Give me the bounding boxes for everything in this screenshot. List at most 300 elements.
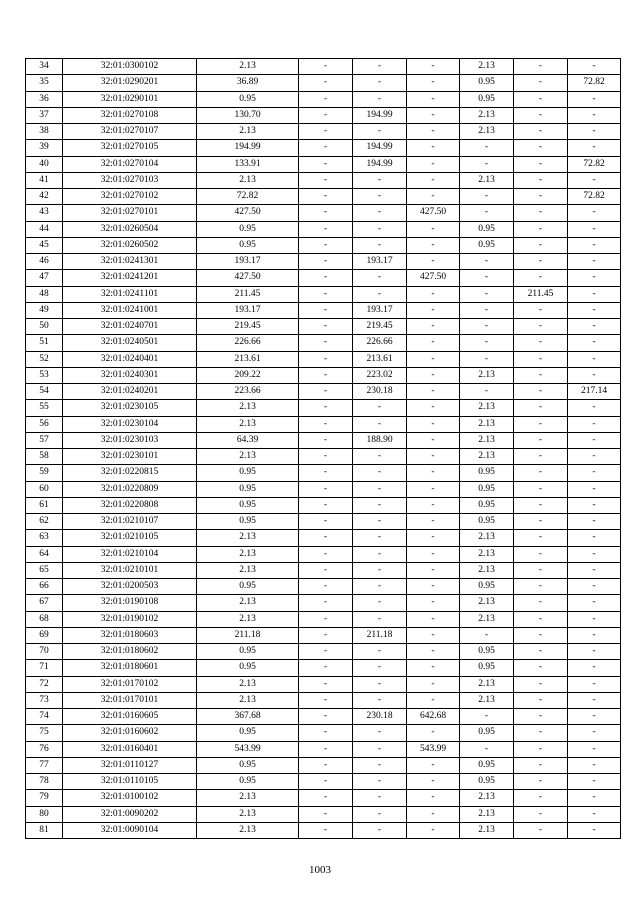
col9-cell: - (568, 319, 621, 335)
cadastral-number-cell: 32:01:0241001 (63, 302, 197, 318)
value-cell: 2.13 (197, 59, 299, 75)
col4-cell: - (299, 367, 353, 383)
col9-cell: - (568, 579, 621, 595)
page-number: 1003 (309, 864, 331, 876)
row-number-cell: 56 (26, 416, 63, 432)
col9-cell: 217.14 (568, 384, 621, 400)
col4-cell: - (299, 319, 353, 335)
col7-cell: - (460, 302, 514, 318)
value-cell: 0.95 (197, 481, 299, 497)
col5-cell: - (353, 465, 407, 481)
col4-cell: - (299, 384, 353, 400)
table-row (26, 140, 621, 156)
cadastral-number-cell: 32:01:0270107 (63, 124, 197, 140)
row-number-cell: 48 (26, 286, 63, 302)
row-number-cell: 55 (26, 400, 63, 416)
row-number-cell: 52 (26, 351, 63, 367)
value-cell: 0.95 (197, 514, 299, 530)
table-row (26, 611, 621, 627)
col8-cell: - (514, 741, 568, 757)
col9-cell: - (568, 237, 621, 253)
table-row (26, 221, 621, 237)
table-row (26, 822, 621, 838)
row-number-cell: 42 (26, 189, 63, 205)
row-number-cell: 58 (26, 449, 63, 465)
col5-cell: - (353, 205, 407, 221)
value-cell: 130.70 (197, 107, 299, 123)
value-cell: 2.13 (197, 172, 299, 188)
col8-cell: - (514, 514, 568, 530)
col7-cell: 0.95 (460, 221, 514, 237)
col6-cell: - (407, 449, 460, 465)
col9-cell: - (568, 627, 621, 643)
col6-cell: - (407, 497, 460, 513)
col7-cell: 2.13 (460, 546, 514, 562)
col7-cell: 2.13 (460, 822, 514, 838)
col7-cell: 2.13 (460, 692, 514, 708)
col4-cell: - (299, 627, 353, 643)
col5-cell: 219.45 (353, 319, 407, 335)
table-row (26, 530, 621, 546)
value-cell: 209.22 (197, 367, 299, 383)
cadastral-number-cell: 32:01:0240701 (63, 319, 197, 335)
value-cell: 0.95 (197, 91, 299, 107)
row-number-cell: 46 (26, 254, 63, 270)
row-number-cell: 72 (26, 676, 63, 692)
col6-cell: - (407, 286, 460, 302)
table-row (26, 757, 621, 773)
col5-cell: - (353, 237, 407, 253)
value-cell: 0.95 (197, 497, 299, 513)
col9-cell: - (568, 205, 621, 221)
col4-cell: - (299, 400, 353, 416)
row-number-cell: 66 (26, 579, 63, 595)
col9-cell: - (568, 286, 621, 302)
table-row (26, 432, 621, 448)
col8-cell: - (514, 156, 568, 172)
table-row (26, 774, 621, 790)
cadastral-number-cell: 32:01:0241301 (63, 254, 197, 270)
col8-cell: - (514, 367, 568, 383)
table-row (26, 189, 621, 205)
table-row (26, 254, 621, 270)
col8-cell: - (514, 270, 568, 286)
col4-cell: - (299, 465, 353, 481)
col4-cell: - (299, 416, 353, 432)
col6-cell: - (407, 319, 460, 335)
col6-cell: - (407, 172, 460, 188)
value-cell: 36.89 (197, 75, 299, 91)
col5-cell: 230.18 (353, 709, 407, 725)
col7-cell: - (460, 140, 514, 156)
col5-cell: - (353, 416, 407, 432)
value-cell: 2.13 (197, 790, 299, 806)
table-row (26, 286, 621, 302)
col4-cell: - (299, 822, 353, 838)
col6-cell: - (407, 481, 460, 497)
col5-cell: - (353, 497, 407, 513)
value-cell: 226.66 (197, 335, 299, 351)
cadastral-number-cell: 32:01:0170102 (63, 676, 197, 692)
col6-cell: - (407, 59, 460, 75)
col5-cell: - (353, 806, 407, 822)
table-row (26, 627, 621, 643)
col4-cell: - (299, 107, 353, 123)
cadastral-number-cell: 32:01:0160605 (63, 709, 197, 725)
col5-cell: - (353, 725, 407, 741)
col4-cell: - (299, 59, 353, 75)
table-row (26, 741, 621, 757)
col8-cell: - (514, 579, 568, 595)
value-cell: 2.13 (197, 676, 299, 692)
col6-cell: - (407, 725, 460, 741)
col5-cell: - (353, 221, 407, 237)
row-number-cell: 41 (26, 172, 63, 188)
value-cell: 193.17 (197, 254, 299, 270)
col7-cell: - (460, 319, 514, 335)
value-cell: 0.95 (197, 757, 299, 773)
data-table (25, 58, 621, 839)
col7-cell: 0.95 (460, 514, 514, 530)
col5-cell: - (353, 562, 407, 578)
row-number-cell: 57 (26, 432, 63, 448)
row-number-cell: 53 (26, 367, 63, 383)
table-row (26, 107, 621, 123)
col4-cell: - (299, 270, 353, 286)
col6-cell: - (407, 124, 460, 140)
col7-cell: 0.95 (460, 774, 514, 790)
col7-cell: - (460, 335, 514, 351)
row-number-cell: 70 (26, 644, 63, 660)
cadastral-number-cell: 32:01:0270108 (63, 107, 197, 123)
row-number-cell: 76 (26, 741, 63, 757)
cadastral-number-cell: 32:01:0270102 (63, 189, 197, 205)
table-row (26, 514, 621, 530)
col4-cell: - (299, 660, 353, 676)
col6-cell: - (407, 595, 460, 611)
cadastral-number-cell: 32:01:0240401 (63, 351, 197, 367)
col4-cell: - (299, 725, 353, 741)
col5-cell: 211.18 (353, 627, 407, 643)
col6-cell: - (407, 562, 460, 578)
col9-cell: - (568, 465, 621, 481)
col9-cell: - (568, 546, 621, 562)
col7-cell: - (460, 189, 514, 205)
col6-cell: - (407, 140, 460, 156)
row-number-cell: 67 (26, 595, 63, 611)
row-number-cell: 38 (26, 124, 63, 140)
col8-cell: - (514, 189, 568, 205)
col8-cell: - (514, 205, 568, 221)
table-row (26, 335, 621, 351)
cadastral-number-cell: 32:01:0180601 (63, 660, 197, 676)
col9-cell: - (568, 481, 621, 497)
col6-cell: 642.68 (407, 709, 460, 725)
col8-cell: - (514, 140, 568, 156)
col4-cell: - (299, 189, 353, 205)
col6-cell: - (407, 107, 460, 123)
col7-cell: - (460, 156, 514, 172)
col5-cell: - (353, 546, 407, 562)
cadastral-number-cell: 32:01:0240501 (63, 335, 197, 351)
col9-cell: - (568, 644, 621, 660)
row-number-cell: 71 (26, 660, 63, 676)
value-cell: 0.95 (197, 579, 299, 595)
table-row (26, 449, 621, 465)
col8-cell: - (514, 432, 568, 448)
col8-cell: - (514, 562, 568, 578)
row-number-cell: 77 (26, 757, 63, 773)
col9-cell: - (568, 449, 621, 465)
col7-cell: 0.95 (460, 481, 514, 497)
col4-cell: - (299, 432, 353, 448)
col9-cell: - (568, 790, 621, 806)
col6-cell: 543.99 (407, 741, 460, 757)
value-cell: 2.13 (197, 546, 299, 562)
col9-cell: - (568, 676, 621, 692)
cadastral-number-cell: 32:01:0200503 (63, 579, 197, 595)
col5-cell: - (353, 676, 407, 692)
row-number-cell: 44 (26, 221, 63, 237)
col7-cell: 2.13 (460, 562, 514, 578)
col8-cell: - (514, 725, 568, 741)
col6-cell: 427.50 (407, 270, 460, 286)
col9-cell: - (568, 172, 621, 188)
col9-cell: - (568, 530, 621, 546)
col9-cell: - (568, 660, 621, 676)
table-row (26, 270, 621, 286)
col7-cell: 2.13 (460, 530, 514, 546)
col8-cell: - (514, 692, 568, 708)
col5-cell: - (353, 530, 407, 546)
value-cell: 223.66 (197, 384, 299, 400)
table-row (26, 676, 621, 692)
cadastral-number-cell: 32:01:0230103 (63, 432, 197, 448)
col7-cell: 2.13 (460, 676, 514, 692)
col7-cell: - (460, 741, 514, 757)
col5-cell: - (353, 741, 407, 757)
col7-cell: 2.13 (460, 107, 514, 123)
col8-cell: - (514, 59, 568, 75)
cadastral-number-cell: 32:01:0270101 (63, 205, 197, 221)
col8-cell: 211.45 (514, 286, 568, 302)
col8-cell: - (514, 709, 568, 725)
cadastral-number-cell: 32:01:0230104 (63, 416, 197, 432)
col9-cell: - (568, 91, 621, 107)
col5-cell: - (353, 449, 407, 465)
col9-cell: - (568, 497, 621, 513)
cadastral-number-cell: 32:01:0220815 (63, 465, 197, 481)
col7-cell: 0.95 (460, 579, 514, 595)
value-cell: 193.17 (197, 302, 299, 318)
value-cell: 133.91 (197, 156, 299, 172)
table-row (26, 660, 621, 676)
row-number-cell: 50 (26, 319, 63, 335)
table-row (26, 562, 621, 578)
value-cell: 2.13 (197, 449, 299, 465)
col4-cell: - (299, 124, 353, 140)
col5-cell: - (353, 790, 407, 806)
col7-cell: 2.13 (460, 449, 514, 465)
table-row (26, 465, 621, 481)
col6-cell: - (407, 790, 460, 806)
col6-cell: - (407, 75, 460, 91)
col4-cell: - (299, 757, 353, 773)
row-number-cell: 49 (26, 302, 63, 318)
table-row (26, 790, 621, 806)
value-cell: 2.13 (197, 416, 299, 432)
col6-cell: - (407, 432, 460, 448)
cadastral-number-cell: 32:01:0190102 (63, 611, 197, 627)
col6-cell: - (407, 221, 460, 237)
col8-cell: - (514, 806, 568, 822)
col7-cell: 2.13 (460, 806, 514, 822)
col7-cell: - (460, 351, 514, 367)
col7-cell: 0.95 (460, 660, 514, 676)
col7-cell: - (460, 254, 514, 270)
col8-cell: - (514, 254, 568, 270)
col8-cell: - (514, 449, 568, 465)
col6-cell: - (407, 546, 460, 562)
col8-cell: - (514, 627, 568, 643)
col5-cell: 193.17 (353, 254, 407, 270)
col6-cell: - (407, 384, 460, 400)
col8-cell: - (514, 530, 568, 546)
col6-cell: - (407, 237, 460, 253)
row-number-cell: 60 (26, 481, 63, 497)
col9-cell: - (568, 416, 621, 432)
row-number-cell: 45 (26, 237, 63, 253)
cadastral-number-cell: 32:01:0210107 (63, 514, 197, 530)
col6-cell: - (407, 660, 460, 676)
col9-cell: - (568, 725, 621, 741)
cadastral-number-cell: 32:01:0190108 (63, 595, 197, 611)
value-cell: 211.18 (197, 627, 299, 643)
cadastral-number-cell: 32:01:0270103 (63, 172, 197, 188)
col6-cell: - (407, 91, 460, 107)
col7-cell: 2.13 (460, 416, 514, 432)
table-row (26, 644, 621, 660)
value-cell: 194.99 (197, 140, 299, 156)
cadastral-number-cell: 32:01:0210104 (63, 546, 197, 562)
cadastral-number-cell: 32:01:0110105 (63, 774, 197, 790)
col8-cell: - (514, 546, 568, 562)
col7-cell: - (460, 384, 514, 400)
col6-cell: - (407, 189, 460, 205)
table-row (26, 124, 621, 140)
value-cell: 427.50 (197, 205, 299, 221)
row-number-cell: 35 (26, 75, 63, 91)
col4-cell: - (299, 237, 353, 253)
col9-cell: - (568, 302, 621, 318)
col9-cell: - (568, 221, 621, 237)
col4-cell: - (299, 692, 353, 708)
cadastral-number-cell: 32:01:0240201 (63, 384, 197, 400)
col6-cell: - (407, 692, 460, 708)
table-row (26, 725, 621, 741)
col5-cell: - (353, 400, 407, 416)
value-cell: 2.13 (197, 595, 299, 611)
col5-cell: 193.17 (353, 302, 407, 318)
col7-cell: 2.13 (460, 400, 514, 416)
col6-cell: - (407, 335, 460, 351)
col9-cell: - (568, 254, 621, 270)
col9-cell: - (568, 562, 621, 578)
row-number-cell: 62 (26, 514, 63, 530)
col4-cell: - (299, 302, 353, 318)
row-number-cell: 59 (26, 465, 63, 481)
cadastral-number-cell: 32:01:0210101 (63, 562, 197, 578)
row-number-cell: 61 (26, 497, 63, 513)
col5-cell: 213.61 (353, 351, 407, 367)
row-number-cell: 36 (26, 91, 63, 107)
cadastral-number-cell: 32:01:0180602 (63, 644, 197, 660)
col5-cell: - (353, 75, 407, 91)
value-cell: 0.95 (197, 465, 299, 481)
col8-cell: - (514, 107, 568, 123)
cadastral-number-cell: 32:01:0230101 (63, 449, 197, 465)
col5-cell: - (353, 481, 407, 497)
col4-cell: - (299, 172, 353, 188)
cadastral-number-cell: 32:01:0160602 (63, 725, 197, 741)
col8-cell: - (514, 790, 568, 806)
cadastral-number-cell: 32:01:0290101 (63, 91, 197, 107)
value-cell: 367.68 (197, 709, 299, 725)
col4-cell: - (299, 514, 353, 530)
cadastral-number-cell: 32:01:0260502 (63, 237, 197, 253)
col8-cell: - (514, 497, 568, 513)
col4-cell: - (299, 741, 353, 757)
col5-cell: 194.99 (353, 156, 407, 172)
table-row (26, 156, 621, 172)
col6-cell: - (407, 465, 460, 481)
row-number-cell: 39 (26, 140, 63, 156)
value-cell: 427.50 (197, 270, 299, 286)
col8-cell: - (514, 595, 568, 611)
col4-cell: - (299, 790, 353, 806)
table-row (26, 400, 621, 416)
col6-cell: - (407, 302, 460, 318)
col9-cell: - (568, 400, 621, 416)
col6-cell: - (407, 627, 460, 643)
col8-cell: - (514, 319, 568, 335)
table-row (26, 59, 621, 75)
table-row (26, 692, 621, 708)
cadastral-number-cell: 32:01:0100102 (63, 790, 197, 806)
col7-cell: 0.95 (460, 757, 514, 773)
value-cell: 2.13 (197, 806, 299, 822)
col5-cell: - (353, 286, 407, 302)
col9-cell: - (568, 709, 621, 725)
cadastral-number-cell: 32:01:0220809 (63, 481, 197, 497)
col8-cell: - (514, 351, 568, 367)
table-row (26, 709, 621, 725)
value-cell: 2.13 (197, 124, 299, 140)
col6-cell: - (407, 530, 460, 546)
row-number-cell: 47 (26, 270, 63, 286)
row-number-cell: 75 (26, 725, 63, 741)
col8-cell: - (514, 335, 568, 351)
row-number-cell: 54 (26, 384, 63, 400)
col8-cell: - (514, 91, 568, 107)
col9-cell: - (568, 514, 621, 530)
col6-cell: - (407, 514, 460, 530)
col5-cell: - (353, 644, 407, 660)
col8-cell: - (514, 757, 568, 773)
value-cell: 0.95 (197, 237, 299, 253)
col6-cell: - (407, 806, 460, 822)
value-cell: 2.13 (197, 400, 299, 416)
